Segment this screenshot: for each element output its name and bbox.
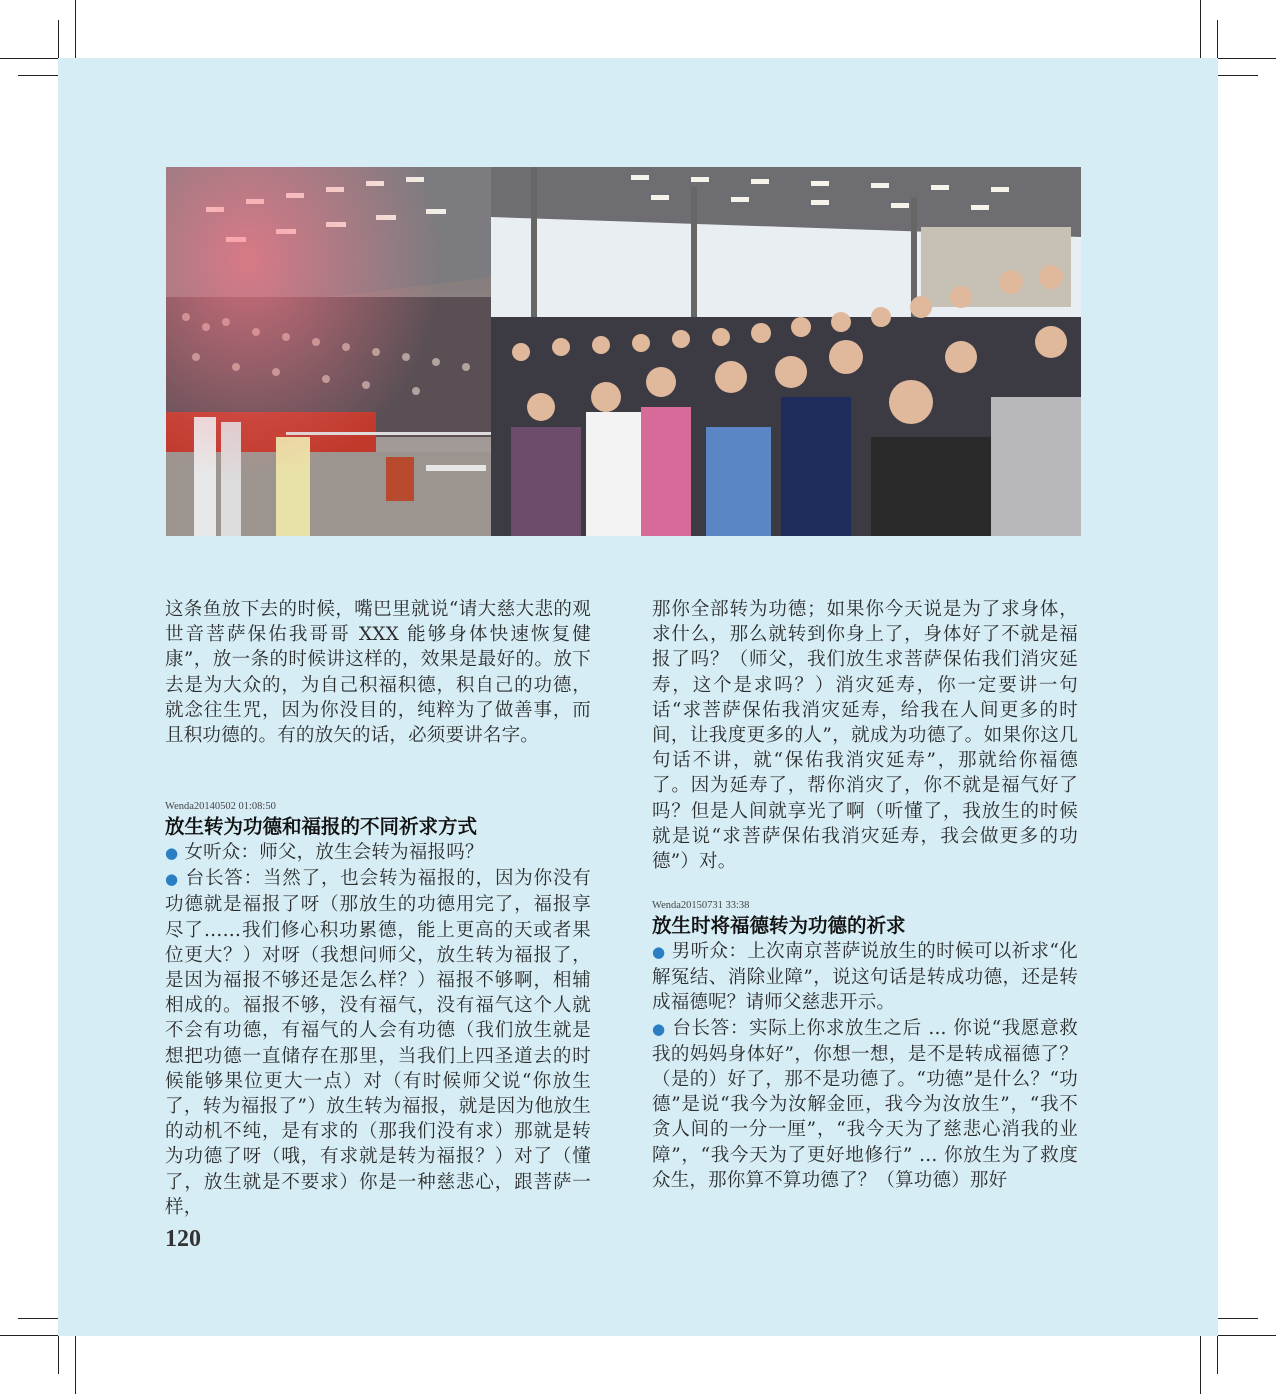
- question-paragraph: [652, 939, 1078, 1016]
- crop-mark: [58, 20, 59, 58]
- crop-mark: [0, 1335, 58, 1336]
- answer-paragraph: [652, 1016, 1078, 1193]
- crop-mark: [1218, 1335, 1276, 1336]
- section-timestamp: Wenda20150731 33:38: [652, 900, 750, 911]
- crop-mark: [18, 1318, 58, 1319]
- bullet-icon: ●: [165, 844, 179, 862]
- answer-text: 台长答：当然了，也会转为福报的，因为你没有功德就是福报了呀（那放生的功德用完了，福报享尽了……我们修心积功累德，能上更高的天或者果位更大？）对呀（我想问师父，放生转为福报了，是因为福报不够还是怎么样？）福报不够啊，相辅相成的。福报不够，没有福气，没有福气这个人就不会有功德，有福气的人会有功德（我们放生就是想把功德一直储存在那里，当我们上四圣道去的时候能够果位更大一点）对（有时候师父说“你放生了，转为福报了”）放生转为福报，就是因为他放生的动机不纯，是有求的（那我们没有求）那就是转为功德了呀（哦，有求就是转为福报？）对了（懂了，放生就是不要求）你是一种慈悲心，跟菩萨一样，: [165, 868, 591, 1218]
- crop-mark: [1218, 1318, 1258, 1319]
- question-paragraph: [165, 840, 591, 866]
- photo-praying-audience: [491, 167, 1081, 536]
- crop-mark: [1200, 1336, 1201, 1394]
- question-text: 男听众：上次南京菩萨说放生的时候可以祈求“化解冤结、消除业障”，说这句话是转成功德，还是转成福德呢？请师父慈悲开示。: [652, 941, 1078, 1014]
- right-section: [652, 900, 1078, 1193]
- crop-mark: [18, 75, 58, 76]
- crop-mark: [0, 58, 58, 59]
- bullet-icon: ●: [652, 943, 666, 961]
- crop-mark: [75, 0, 76, 58]
- crop-mark: [1218, 58, 1276, 59]
- photo-grandstand-crowd: [166, 167, 491, 536]
- crop-mark: [1200, 0, 1201, 58]
- crop-mark: [1217, 1336, 1218, 1374]
- page-number: 120: [165, 1226, 201, 1252]
- answer-text: 台长答：实际上你求放生之后 ... 你说“我愿意救我的妈妈身体好”，你想一想，是不是转成福德了？（是的）好了，那不是功德了。“功德”是什么？“功德”是说“我今为汝解金匝，我今为汝放生”，“我不贪人间的一分一厘”，“我今天为了慈悲心消我的业障”，“我今天为了更好地修行” ... 你放生为了救度众生，那你算不算功德了？（算功德）那好: [652, 1017, 1078, 1191]
- bullet-icon: ●: [652, 1019, 666, 1038]
- bullet-icon: ●: [165, 870, 179, 889]
- question-text: 女听众：师父，放生会转为福报吗？: [184, 842, 484, 863]
- crop-mark: [1218, 75, 1258, 76]
- crop-mark: [1217, 20, 1218, 58]
- section-heading: 放生时将福德转为功德的祈求: [652, 914, 906, 937]
- left-section: [165, 801, 591, 1220]
- right-column: [652, 597, 1078, 874]
- left-column: [165, 597, 591, 748]
- crop-mark: [75, 1336, 76, 1394]
- answer-paragraph: [165, 866, 591, 1220]
- intro-paragraph: 这条鱼放下去的时候，嘴巴里就说“请大慈大悲的观世音菩萨保佑我哥哥 XXX 能够身体快速恢复健康”，放一条的时候讲这样的，效果是最好的。放下去是为大众的，为自己积福积德，积自己的功德，就念往生咒，因为你没目的，纯粹为了做善事，而且积功德的。有的放矢的话，必须要讲名字。: [165, 599, 591, 747]
- photo-strip: [166, 167, 1081, 536]
- section-timestamp: Wenda20140502 01:08:50: [165, 801, 276, 812]
- section-heading: 放生转为功德和福报的不同祈求方式: [165, 815, 478, 838]
- crop-mark: [58, 1336, 59, 1374]
- continued-paragraph: 那你全部转为功德；如果你今天说是为了求身体，求什么，那么就转到你身上了，身体好了不就是福报了吗？（师父，我们放生求菩萨保佑我们消灾延寿，这个是求吗？）消灾延寿，你一定要讲一句话“求菩萨保佑我消灾延寿，给我在人间更多的时间，让我度更多的人”，就成为功德了。如果你这几句话不讲，就“保佑我消灾延寿”，那就给你福德了。因为延寿了，帮你消灾了，你不就是福气好了吗？但是人间就享光了啊（听懂了，我放生的时候就是说“求菩萨保佑我消灾延寿，我会做更多的功德”）对。: [652, 599, 1078, 873]
